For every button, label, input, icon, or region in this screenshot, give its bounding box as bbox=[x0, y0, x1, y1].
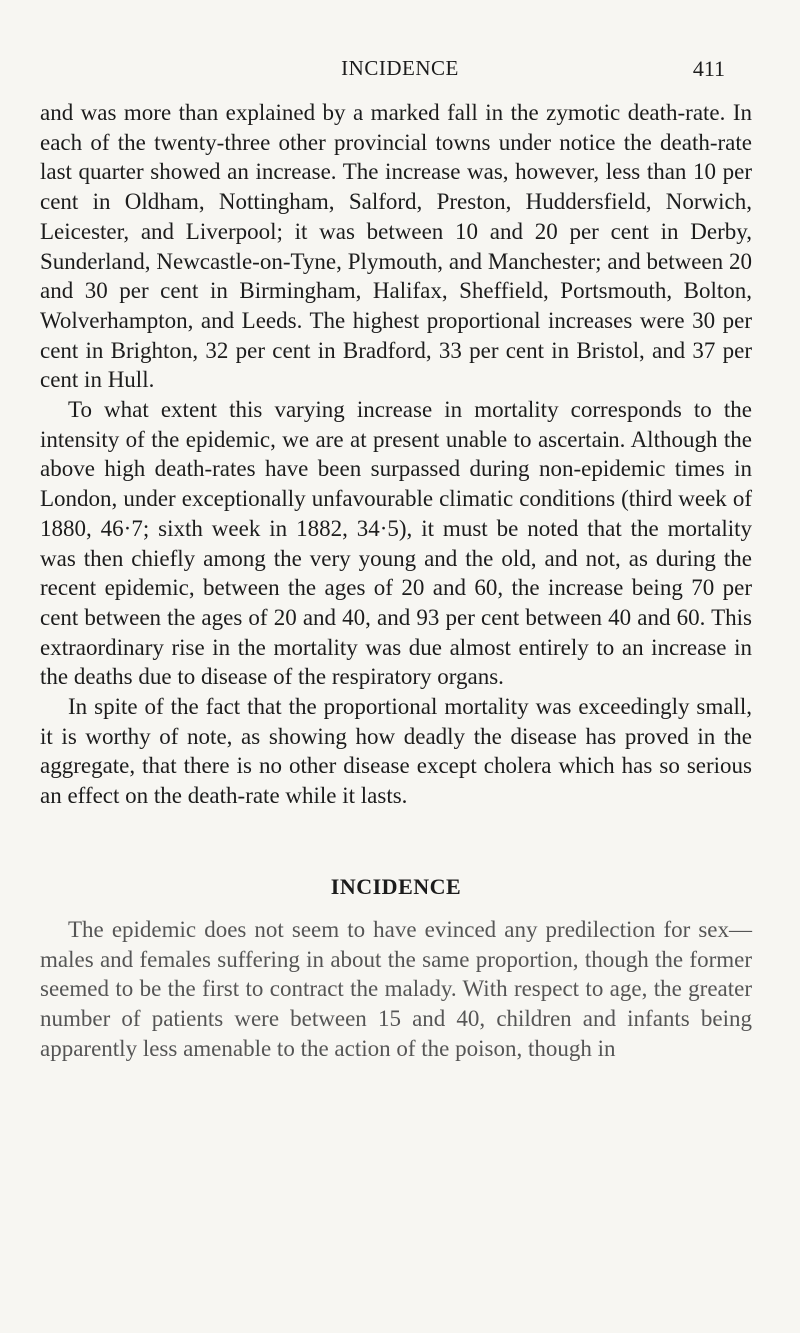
section-heading: INCIDENCE bbox=[330, 873, 462, 899]
paragraph-mortality-increase: To what extent this varying increase in mortality corresponds to the intensity of the epidemic, we are at present unable to ascertain. Although the above high death-rates have been surpassed during non-epidemic times in London, under exceptionally unfavourable climatic conditions (third week of 1880, 46·7; sixth week in 1882, 34·5), it must be noted that the mortality was then chiefly among the very young and the old, and not, as during the recent epidemic, between the ages of 20 and 60, the increase being 70 per cent between the ages of 20 and 40, and 93 per cent between 40 and 60. This extraordinary rise in the mortality was due almost entirely to an increase in the deaths due to disease of the respiratory organs. bbox=[40, 397, 752, 690]
running-head-title: INCIDENCE bbox=[341, 56, 459, 80]
paragraph-incidence: The epidemic does not seem to have evinced any predilection for sex—males and females suffering in about the same proportion, though the former seemed to be the first to contract the malady. With respect to age, the greater number of patients were between 15 and 40, children and infants being apparently less amenable to the action of the poison, though in bbox=[40, 916, 752, 1061]
page-number: 411 bbox=[692, 56, 725, 81]
body-text bbox=[40, 98, 752, 1063]
paragraph-zymotic-death-rate: and was more than explained by a marked fall in the zymotic death-rate. In each of the twenty-three other provincial towns under notice the death-rate last quarter showed an increase. The increase was, however, less than 10 per cent in Oldham, Nottingham, Salford, Preston, Huddersfield, Norwich, Leicester, and Liverpool; it was between 10 and 20 per cent in Derby, Sunderland, Newcastle-on-Tyne, Plymouth, and Manchester; and between 20 and 30 per cent in Birmingham, Halifax, Sheffield, Portsmouth, Bolton, Wolverhampton, and Leeds. The highest proportional increases were 30 per cent in Brighton, 32 per cent in Bradford, 33 per cent in Bristol, and 37 per cent in Hull. bbox=[40, 100, 752, 393]
running-head bbox=[0, 56, 800, 86]
paragraph-proportional-mortality: In spite of the fact that the proportional mortality was exceedingly small, it is worthy of note, as showing how deadly the disease has proved in the aggregate, that there is no other disease except cholera which has so serious an effect on the death-rate while it lasts. bbox=[40, 694, 752, 809]
